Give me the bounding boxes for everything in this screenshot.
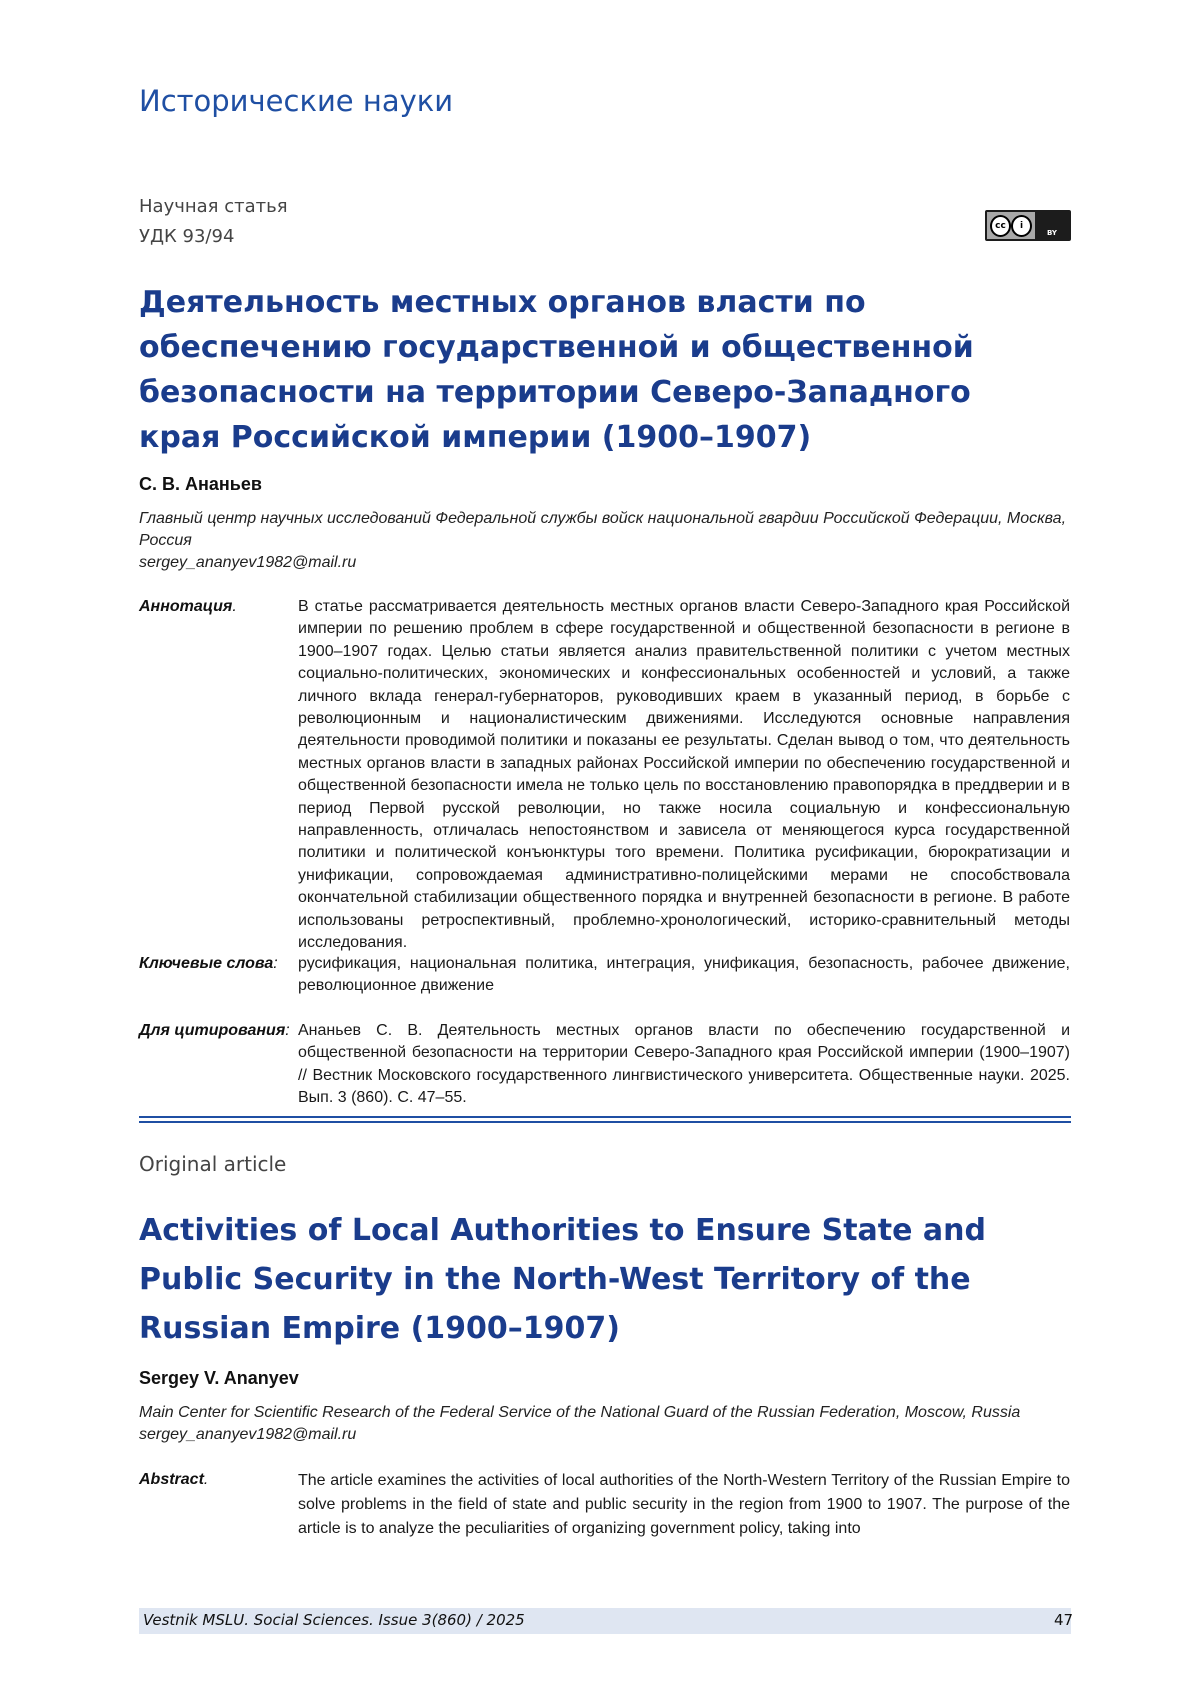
citation-label-ru — [139, 1022, 290, 1040]
citation-ru: Ананьев С. В. Деятельность местных органов власти по обеспечению государственной и общественной безопасности на территории Северо-Западного края Российской империи (1900–1907) // Вестник Московского государственного лингвистического университета. Общественные науки. 2025. Вып. 3 (860). С. 47–55. — [298, 1020, 1070, 1110]
keywords-label-ru-punct: : — [273, 955, 277, 972]
attribution-icon: i — [1011, 215, 1032, 237]
citation-label-ru-text: Для цитирования — [139, 1022, 285, 1039]
abstract-label-en-punct: . — [204, 1471, 208, 1488]
affiliation-ru — [139, 508, 1079, 574]
abstract-label-en — [139, 1471, 208, 1489]
author-en: Sergey V. Ananyev — [139, 1368, 299, 1389]
affiliation-en-text: Main Center for Scientific Research of the Federal Service of the National Guard of the Russian Federation, Moscow, Russia — [139, 1402, 1079, 1424]
section-heading: Исторические науки — [139, 84, 453, 118]
keywords-label-ru-text: Ключевые слова — [139, 955, 273, 972]
author-ru: С. В. Ананьев — [139, 474, 262, 495]
page-number: 47 — [1054, 1611, 1073, 1629]
keywords-ru: русификация, национальная политика, интеграция, унификация, безопасность, рабочее движение, революционное движение — [298, 953, 1070, 998]
by-label: BY — [1035, 212, 1069, 239]
abstract-ru: В статье рассматривается деятельность местных органов власти Северо-Западного края Российской империи по решению проблем в сфере государственной и общественной безопасности в регионе в 1900–1907 годах. Целью статьи является анализ правительственной политики с учетом местных социально-политических, экономических и конфессиональных особенностей и условий, а также личного вклада генерал-губернаторов, руководивших краем в указанный период, в борьбе с революционным и националистическим движениями. Исследуются основные направления деятельности проводимой политики и показаны ее результаты. Сделан вывод о том, что деятельность местных органов власти в западных районах Российской империи по обеспечению государственной и общественной безопасности имела не только цель по восстановлению правопорядка в преддверии и в период Первой русской революции, но также носила социальную и конфессиональную направленность, отличалась непостоянством и зависела от меняющегося курса государственной политики и политической конъюнктуры того времени. Политика русификации, бюрократизации и унификации, сопровождаемая административно-полицейскими мерами не способствовала окончательной стабилизации общественного порядка и внутренней безопасности в регионе. В работе использованы ретроспективный, проблемно-хронологический, историко-сравнительный методы исследования. — [298, 596, 1070, 955]
affiliation-ru-text: Главный центр научных исследований Федеральной службы войск национальной гвардии Российской Федерации, Москва, Россия — [139, 508, 1079, 552]
citation-label-ru-punct: : — [285, 1022, 289, 1039]
article-type-ru: Научная статья — [139, 196, 288, 217]
email-en[interactable]: sergey_ananyev1982@mail.ru — [139, 1424, 1079, 1446]
affiliation-en — [139, 1402, 1079, 1446]
article-title-en: Activities of Local Authorities to Ensure State and Public Security in the North-West Territory of the Russian Empire (1900–1907) — [139, 1206, 1019, 1353]
cc-by-license-badge[interactable] — [985, 210, 1071, 241]
article-title-ru: Деятельность местных органов власти по обеспечению государственной и общественной безопасности на территории Северо-Западного края Российской империи (1900–1907) — [139, 280, 1019, 460]
email-ru[interactable]: sergey_ananyev1982@mail.ru — [139, 552, 1079, 574]
article-type-en: Original article — [139, 1152, 286, 1176]
section-divider-bottom — [139, 1121, 1071, 1123]
udc-code: УДК 93/94 — [139, 226, 234, 247]
cc-icons — [987, 212, 1035, 239]
footer-journal: Vestnik MSLU. Social Sciences. Issue 3(860) / 2025 — [143, 1611, 525, 1629]
abstract-label-en-text: Abstract — [139, 1471, 204, 1488]
cc-icon: cc — [990, 215, 1011, 237]
section-divider-top — [139, 1116, 1071, 1118]
abstract-label-ru — [139, 598, 237, 616]
abstract-label-ru-punct: . — [232, 598, 236, 615]
abstract-en: The article examines the activities of local authorities of the North-Western Territory of the Russian Empire to solve problems in the field of state and public security in the region from 1900 to 1907. The purpose of the article is to analyze the peculiarities of organizing government policy, taking into — [298, 1469, 1070, 1541]
keywords-label-ru — [139, 955, 278, 973]
abstract-label-ru-text: Аннотация — [139, 598, 232, 615]
